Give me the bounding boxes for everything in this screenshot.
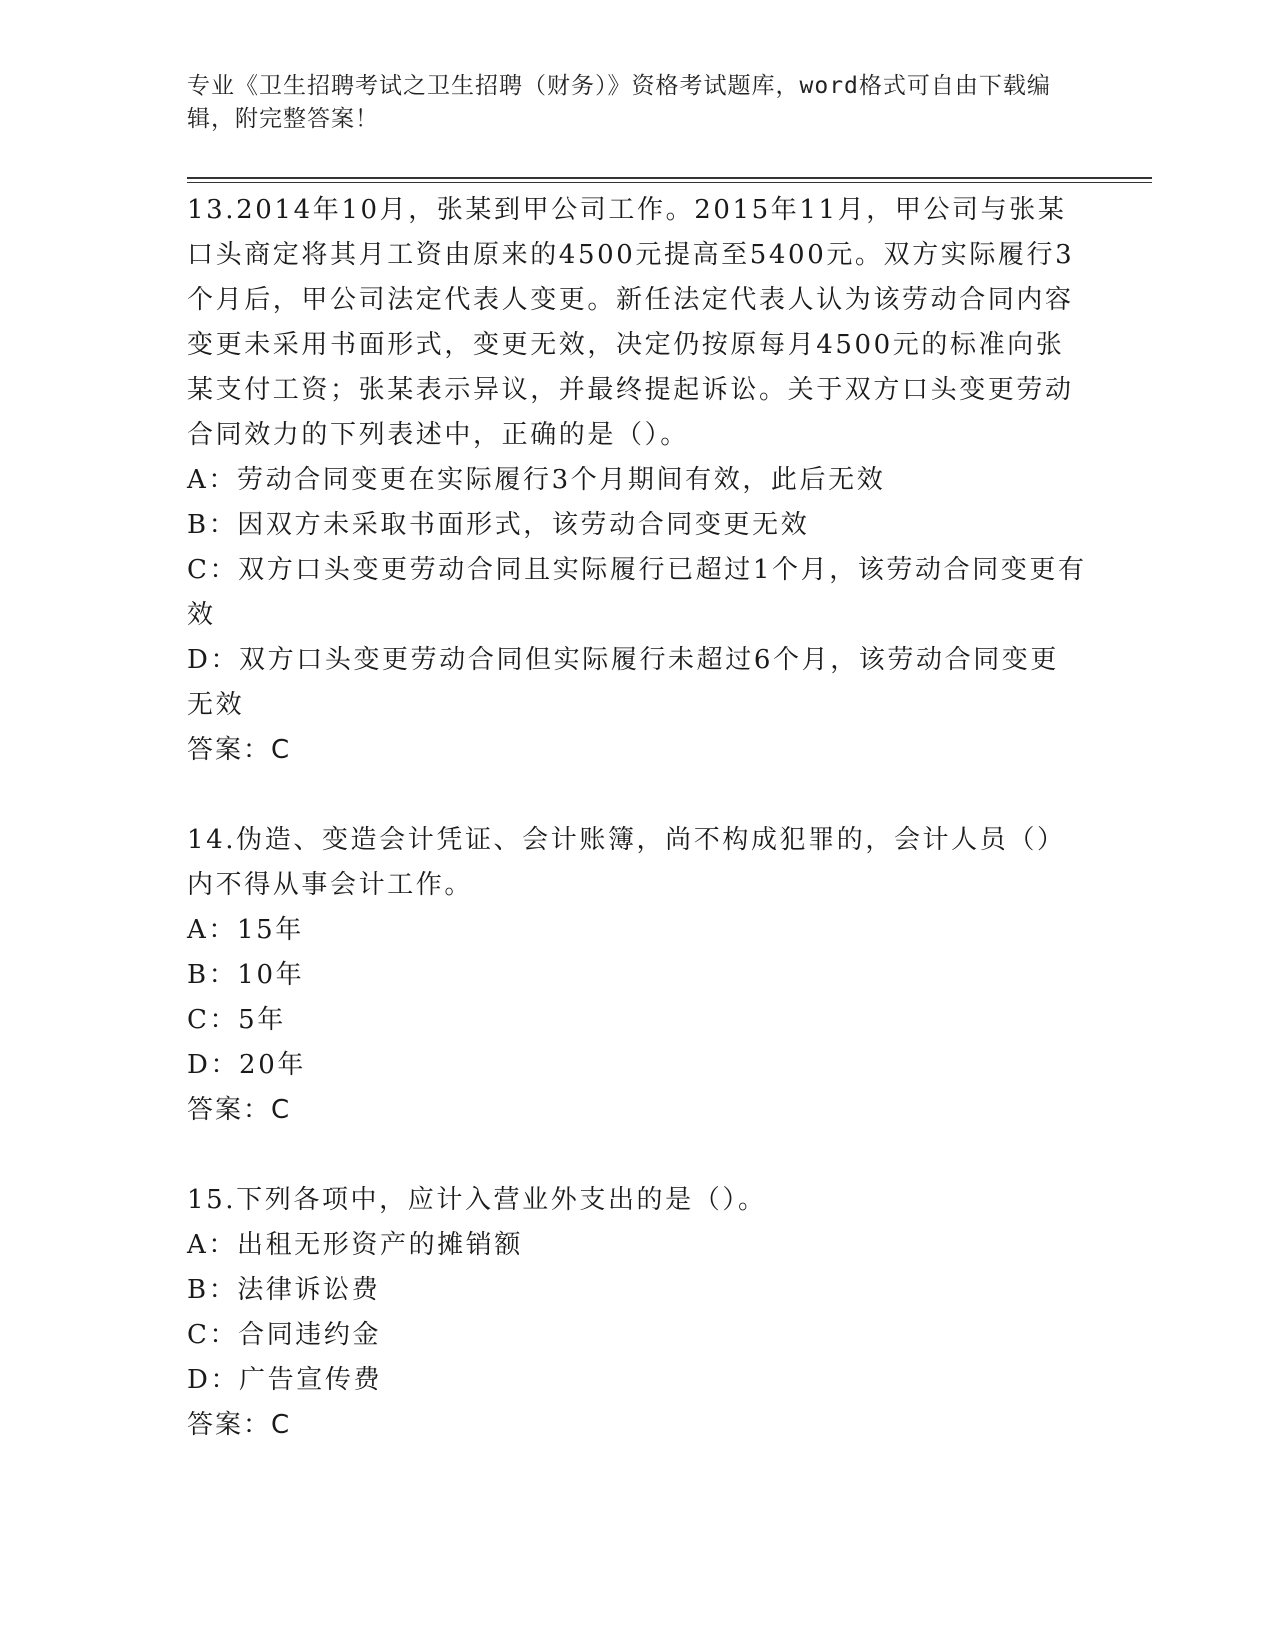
question-text: 15.下列各项中，应计入营业外支出的是（）。 — [187, 1185, 767, 1215]
answer: 答案：C — [187, 735, 292, 765]
header-note: 专业《卫生招聘考试之卫生招聘（财务）》资格考试题库，word格式可自由下载编辑，附完整答案！ — [187, 73, 1051, 132]
answer: 答案：C — [187, 1095, 292, 1125]
question-gap — [187, 773, 1087, 818]
answer: 答案：C — [187, 1410, 292, 1440]
option-c: C：5年 — [187, 1005, 286, 1035]
option-c: C：合同违约金 — [187, 1320, 382, 1350]
option-b: B：法律诉讼费 — [187, 1275, 381, 1305]
question-list — [187, 188, 1087, 1448]
option-b: B：因双方未采取书面形式，该劳动合同变更无效 — [187, 510, 810, 540]
option-a: A：出租无形资产的摊销额 — [187, 1230, 523, 1260]
option-c: C：双方口头变更劳动合同且实际履行已超过1个月，该劳动合同变更有效 — [187, 555, 1087, 630]
option-d: D：20年 — [187, 1050, 306, 1080]
question-gap — [187, 1133, 1087, 1178]
question-14 — [187, 818, 1087, 1133]
question-13 — [187, 188, 1087, 773]
option-a: A：劳动合同变更在实际履行3个月期间有效，此后无效 — [187, 465, 886, 495]
header-rule-thick — [187, 177, 1152, 179]
question-text: 13.2014年10月，张某到甲公司工作。2015年11月，甲公司与张某口头商定将其月工资由原来的4500元提高至5400元。双方实际履行3个月后，甲公司法定代表人变更。新任法定代表人认为该劳动合同内容变更未采用书面形式，变更无效，决定仍按原每月4500元的标准向张某支付工资；张某表示异议，并最终提起诉讼。关于双方口头变更劳动合同效力的下列表述中，正确的是（）。 — [187, 195, 1075, 450]
option-a: A：15年 — [187, 915, 304, 945]
header-rule-thin — [187, 182, 1152, 183]
option-d: D：广告宣传费 — [187, 1365, 383, 1395]
option-d: D：双方口头变更劳动合同但实际履行未超过6个月，该劳动合同变更无效 — [187, 645, 1059, 720]
question-15 — [187, 1178, 1087, 1448]
option-b: B：10年 — [187, 960, 305, 990]
question-text: 14.伪造、变造会计凭证、会计账簿，尚不构成犯罪的，会计人员（）内不得从事会计工作。 — [187, 825, 1066, 900]
